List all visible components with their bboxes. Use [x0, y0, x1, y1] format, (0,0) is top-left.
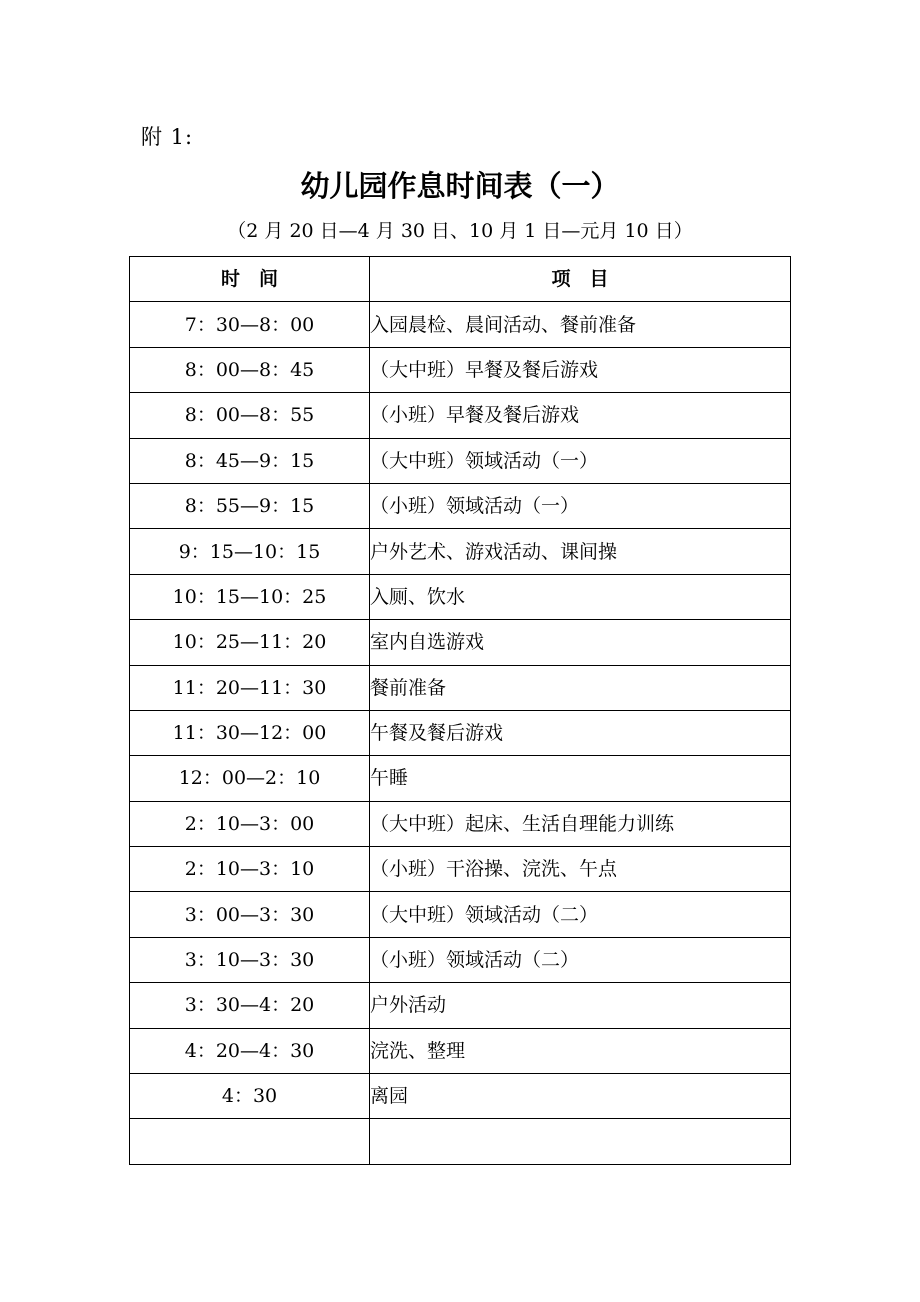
attachment-label: 附 1: [141, 125, 194, 149]
time-cell: 11：20—11：30 [130, 665, 370, 710]
item-cell: 入园晨检、晨间活动、餐前准备 [370, 302, 791, 347]
table-row [130, 665, 791, 710]
item-column-header: 项 目 [370, 257, 791, 302]
table-header-row [130, 257, 791, 302]
item-cell [370, 1119, 791, 1164]
schedule-table [129, 256, 791, 1165]
table-row [130, 483, 791, 528]
item-cell: （小班）早餐及餐后游戏 [370, 393, 791, 438]
table-row [130, 1074, 791, 1119]
item-cell: （小班）领域活动（二） [370, 937, 791, 982]
table-row [130, 393, 791, 438]
table-row [130, 801, 791, 846]
item-cell: 餐前准备 [370, 665, 791, 710]
table-row [130, 710, 791, 755]
table-row [130, 574, 791, 619]
time-cell: 11：30—12：00 [130, 710, 370, 755]
time-cell: 4：20—4：30 [130, 1028, 370, 1073]
item-cell: （小班）干浴操、浣洗、午点 [370, 847, 791, 892]
time-cell: 4：30 [130, 1074, 370, 1119]
item-cell: （大中班）早餐及餐后游戏 [370, 347, 791, 392]
table-row [130, 347, 791, 392]
item-cell: （小班）领域活动（一） [370, 483, 791, 528]
time-cell: 8：55—9：15 [130, 483, 370, 528]
time-cell: 2：10—3：10 [130, 847, 370, 892]
time-cell [130, 1119, 370, 1164]
item-cell: 户外艺术、游戏活动、课间操 [370, 529, 791, 574]
time-cell: 3：00—3：30 [130, 892, 370, 937]
item-cell: 浣洗、整理 [370, 1028, 791, 1073]
item-cell: （大中班）领域活动（一） [370, 438, 791, 483]
time-cell: 3：10—3：30 [130, 937, 370, 982]
time-cell: 10：15—10：25 [130, 574, 370, 619]
time-cell: 7：30—8：00 [130, 302, 370, 347]
table-row [130, 983, 791, 1028]
table-row [130, 1028, 791, 1073]
table-row [130, 302, 791, 347]
item-cell: （大中班）领域活动（二） [370, 892, 791, 937]
schedule-body [130, 302, 791, 1164]
date-range-subtitle: （2 月 20 日—4 月 30 日、10 月 1 日—元月 10 日） [227, 220, 693, 242]
table-row [130, 529, 791, 574]
table-row [130, 847, 791, 892]
item-cell: （大中班）起床、生活自理能力训练 [370, 801, 791, 846]
table-row [130, 937, 791, 982]
time-column-header: 时 间 [130, 257, 370, 302]
time-cell: 10：25—11：20 [130, 620, 370, 665]
time-cell: 2：10—3：00 [130, 801, 370, 846]
table-row [130, 438, 791, 483]
time-cell: 3：30—4：20 [130, 983, 370, 1028]
table-row [130, 892, 791, 937]
item-cell: 离园 [370, 1074, 791, 1119]
item-cell: 入厕、饮水 [370, 574, 791, 619]
item-cell: 户外活动 [370, 983, 791, 1028]
item-cell: 室内自选游戏 [370, 620, 791, 665]
page-title: 幼儿园作息时间表（一） [300, 169, 620, 203]
time-cell: 12：00—2：10 [130, 756, 370, 801]
item-cell: 午餐及餐后游戏 [370, 710, 791, 755]
time-cell: 9：15—10：15 [130, 529, 370, 574]
time-cell: 8：00—8：45 [130, 347, 370, 392]
table-row [130, 620, 791, 665]
time-cell: 8：00—8：55 [130, 393, 370, 438]
table-row [130, 1119, 791, 1164]
time-cell: 8：45—9：15 [130, 438, 370, 483]
item-cell: 午睡 [370, 756, 791, 801]
table-row [130, 756, 791, 801]
